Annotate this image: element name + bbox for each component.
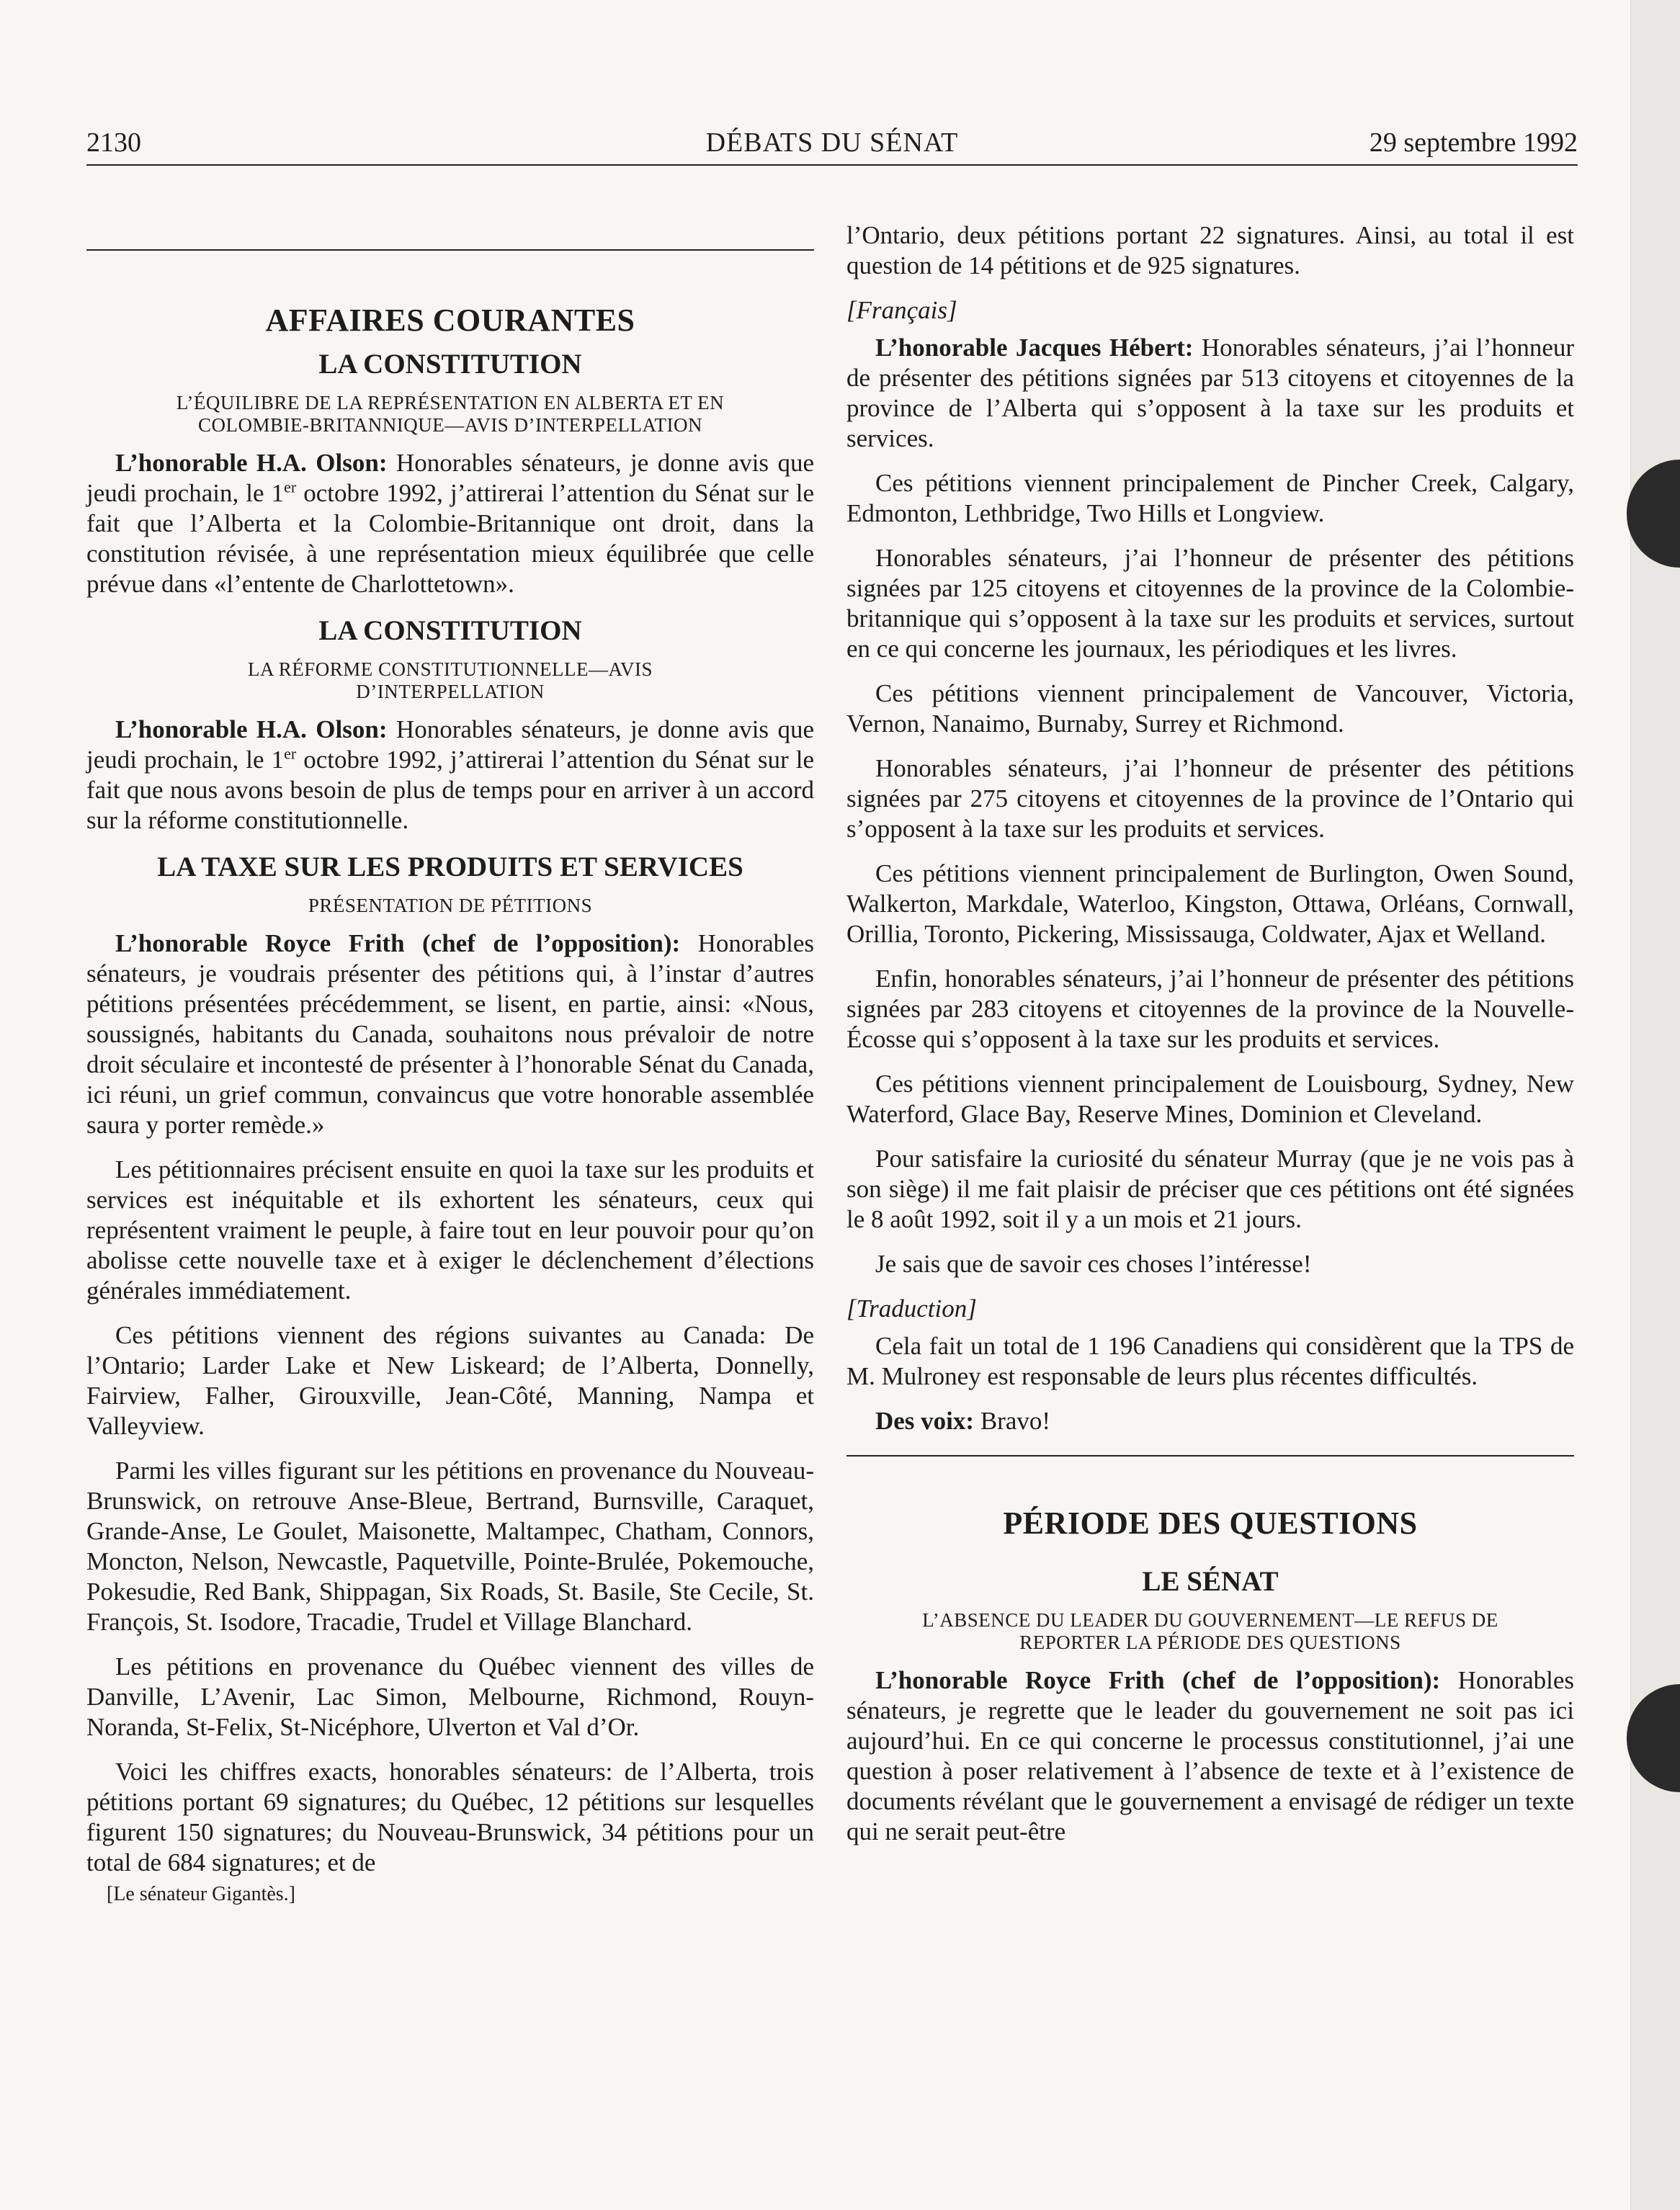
subtitle-line: L’ÉQUILIBRE DE LA REPRÉSENTATION EN ALBERTA ET EN — [176, 392, 725, 413]
paragraph: Les pétitionnaires précisent ensuite en quoi la taxe sur les produits et services est inéquitable et ils exhortent les sénateurs, ceux qui représentent vraiment le peuple, à faire tout en leur pouvoir pour qu’on abolisse cette nouvelle taxe et à exiger le déclenchement d’élections générales immédiatement. — [86, 1155, 814, 1305]
section-title-tps: LA TAXE SUR LES PRODUITS ET SERVICES — [157, 851, 743, 882]
paragraph-text: Honorables sénateurs, je donne avis que jeudi prochain, le 1 — [86, 449, 814, 507]
paragraph-text: Honorables sénateurs, je regrette que le leader du gouvernement ne soit pas ici aujourd’hui. En ce qui concerne le processus constitutionnel, j’ai une question à poser relativement à l’absence de texte et à l’existence de documents révélant que le gouvernement a envisagé de rédiger un texte qui ne serait peut-être — [846, 1666, 1574, 1846]
subtitle-line: LA RÉFORME CONSTITUTIONNELLE—AVIS — [248, 658, 653, 680]
issue-date: 29 septembre 1992 — [1369, 128, 1578, 158]
paragraph-text: octobre 1992, j’attirerai l’attention du Sénat sur le fait que l’Alberta et la Colombie-Britannique ont droit, dans la constitution révisée, à une représentation mieux équilibrée que celle prévue dans «l’entente de Charlottetown». — [86, 479, 814, 598]
paragraph-text: Bravo! — [974, 1407, 1051, 1435]
section-rule — [86, 249, 814, 251]
section-rule — [846, 1455, 1574, 1457]
paragraph: Les pétitions en provenance du Québec viennent des villes de Danville, L’Avenir, Lac Simon, Melbourne, Richmond, Rouyn-Noranda, St-Felix, St-Nicéphore, Ulverton et Val d’Or. — [86, 1652, 814, 1741]
paragraph: l’Ontario, deux pétitions portant 22 signatures. Ainsi, au total il est question de 14 pétitions et de 925 signatures. — [846, 221, 1574, 279]
speaker-name: L’honorable H.A. Olson: — [115, 449, 388, 477]
paragraph — [846, 333, 1574, 454]
paragraph — [846, 1406, 1574, 1436]
paragraph: Ces pétitions viennent principalement de Vancouver, Victoria, Vernon, Nanaimo, Burnaby, Surrey et Richmond. — [846, 679, 1574, 738]
paragraph-text: Honorables sénateurs, je donne avis que jeudi prochain, le 1 — [86, 715, 814, 774]
paragraph: Enfin, honorables sénateurs, j’ai l’honneur de présenter des pétitions signées par 283 citoyens et citoyennes de la province de la Nouvelle-Écosse qui s’opposent à la taxe sur les produits et services. — [846, 965, 1574, 1053]
paragraph: Pour satisfaire la curiosité du sénateur Murray (que je ne vois pas à son siège) il me fait plaisir de préciser que ces pétitions ont été signées le 8 août 1992, soit il y a un mois et 21 jours. — [846, 1145, 1574, 1233]
section-title-senat: LE SÉNAT — [1142, 1566, 1279, 1597]
header-rule — [86, 164, 1578, 166]
running-header — [86, 127, 1578, 164]
speaker-name: L’honorable H.A. Olson: — [115, 715, 388, 743]
section-subtitle — [846, 1609, 1574, 1654]
paragraph — [86, 715, 814, 836]
subtitle-line: L’ABSENCE DU LEADER DU GOUVERNEMENT—LE REFUS DE — [922, 1609, 1498, 1631]
footnote: [Le sénateur Gigantès.] — [107, 1883, 295, 1905]
paragraph — [86, 929, 814, 1140]
section-subtitle: PRÉSENTATION DE PÉTITIONS — [308, 895, 593, 916]
paragraph: Ces pétitions viennent principalement de Burlington, Owen Sound, Walkerton, Markdale, Waterloo, Kingston, Ottawa, Orléans, Cornwall, Orillia, Toronto, Pickering, Mississauga, Coldwater, Ajax et Welland. — [846, 859, 1574, 948]
paragraph: Cela fait un total de 1 196 Canadiens qui considèrent que la TPS de M. Mulroney est responsable de leurs plus récentes difficultés. — [846, 1332, 1574, 1390]
superscript: er — [284, 478, 297, 496]
paragraph: Ces pétitions viennent principalement de Louisbourg, Sydney, New Waterford, Glace Bay, Reserve Mines, Dominion et Cleveland. — [846, 1070, 1574, 1128]
paragraph: Voici les chiffres exacts, honorables sénateurs: de l’Alberta, trois pétitions portant 69 signatures; du Québec, 12 pétitions sur lesquelles figurent 150 signatures; du Nouveau-Brunswick, 34 pétitions pour un total de 684 signatures; et de — [86, 1758, 814, 1876]
speaker-name: L’honorable Royce Frith (chef de l’opposition): — [115, 929, 681, 957]
paragraph-text: Honorables sénateurs, j’ai l’honneur de présenter des pétitions signées par 513 citoyens et citoyennes de la province de l’Alberta qui s’opposent à la taxe sur les produits et services. — [846, 334, 1575, 452]
superscript: er — [284, 744, 297, 763]
paragraph: Honorables sénateurs, j’ai l’honneur de présenter des pétitions signées par 275 citoyens et citoyennes de la province de l’Ontario qui s’opposent à la taxe sur les produits et services. — [846, 754, 1574, 843]
paragraph — [86, 448, 814, 599]
page-number: 2130 — [86, 128, 141, 158]
section-title-constitution: LA CONSTITUTION — [318, 615, 582, 646]
section-subtitle — [86, 658, 814, 703]
paragraph: Ces pétitions viennent des régions suivantes au Canada: De l’Ontario; Larder Lake et New Liskeard; de l’Alberta, Donnelly, Fairview, Falher, Girouxville, Jean-Côté, Manning, Nampa et Valleyview. — [86, 1321, 814, 1440]
subtitle-line: D’INTERPELLATION — [356, 681, 545, 702]
paragraph-text: octobre 1992, j’attirerai l’attention du Sénat sur le fait que nous avons besoin de plus de temps pour en arriver à un accord sur la réforme constitutionnelle. — [86, 746, 814, 834]
paragraph: Je sais que de savoir ces choses l’intéresse! — [875, 1250, 1312, 1278]
paragraph-text: Honorables sénateurs, je voudrais présenter des pétitions qui, à l’instar d’autres pétitions présentées précédemment, se lisent, en partie, ainsi: «Nous, soussignés, habitants du Canada, souhaitons nous prévaloir de notre droit séculaire et incontesté de présenter à l’honorable Sénat du Canada, ici réuni, un grief commun, convaincus que votre honorable assemblée saura y porter remède.» — [86, 929, 814, 1139]
paragraph: Honorables sénateurs, j’ai l’honneur de présenter des pétitions signées par 125 citoyens et citoyennes de la province de la Colombie-britannique qui s’opposent à la taxe sur les produits et services, surtout en ce qui concerne les journaux, les périodiques et les livres. — [846, 544, 1574, 663]
language-marker: [Français] — [846, 296, 957, 324]
section-title-constitution: LA CONSTITUTION — [318, 349, 582, 380]
speaker-name: Des voix: — [875, 1407, 975, 1435]
page-edge — [1630, 0, 1680, 2210]
paragraph — [846, 1665, 1574, 1847]
paragraph: Parmi les villes figurant sur les pétitions en provenance du Nouveau-Brunswick, on retrouve Anse-Bleue, Bertrand, Burnsville, Caraquet, Grande-Anse, Le Goulet, Maisonette, Maltampec, Chatham, Connors, Moncton, Nelson, Newcastle, Paquetville, Pointe-Brulée, Pokemouche, Pokesudie, Red Bank, Shippagan, Six Roads, St. Basile, Ste Cecile, St. François, St. Isodore, Tracadie, Trudel et Village Blanchard. — [86, 1457, 814, 1636]
heading-periode-questions: PÉRIODE DES QUESTIONS — [1003, 1506, 1418, 1541]
paragraph: Ces pétitions viennent principalement de Pincher Creek, Calgary, Edmonton, Lethbridge, Two Hills et Longview. — [846, 469, 1574, 527]
subtitle-line: COLOMBIE-BRITANNIQUE—AVIS D’INTERPELLATION — [197, 414, 703, 436]
subtitle-line: REPORTER LA PÉRIODE DES QUESTIONS — [1019, 1632, 1401, 1653]
heading-affaires-courantes: AFFAIRES COURANTES — [265, 303, 635, 338]
speaker-name: L’honorable Jacques Hébert: — [875, 334, 1194, 362]
left-column — [86, 223, 814, 1907]
section-subtitle — [86, 392, 814, 437]
speaker-name: L’honorable Royce Frith (chef de l’opposition): — [875, 1666, 1441, 1694]
publication-title: DÉBATS DU SÉNAT — [705, 128, 959, 158]
right-column — [846, 220, 1574, 1861]
language-marker: [Traduction] — [846, 1294, 977, 1323]
